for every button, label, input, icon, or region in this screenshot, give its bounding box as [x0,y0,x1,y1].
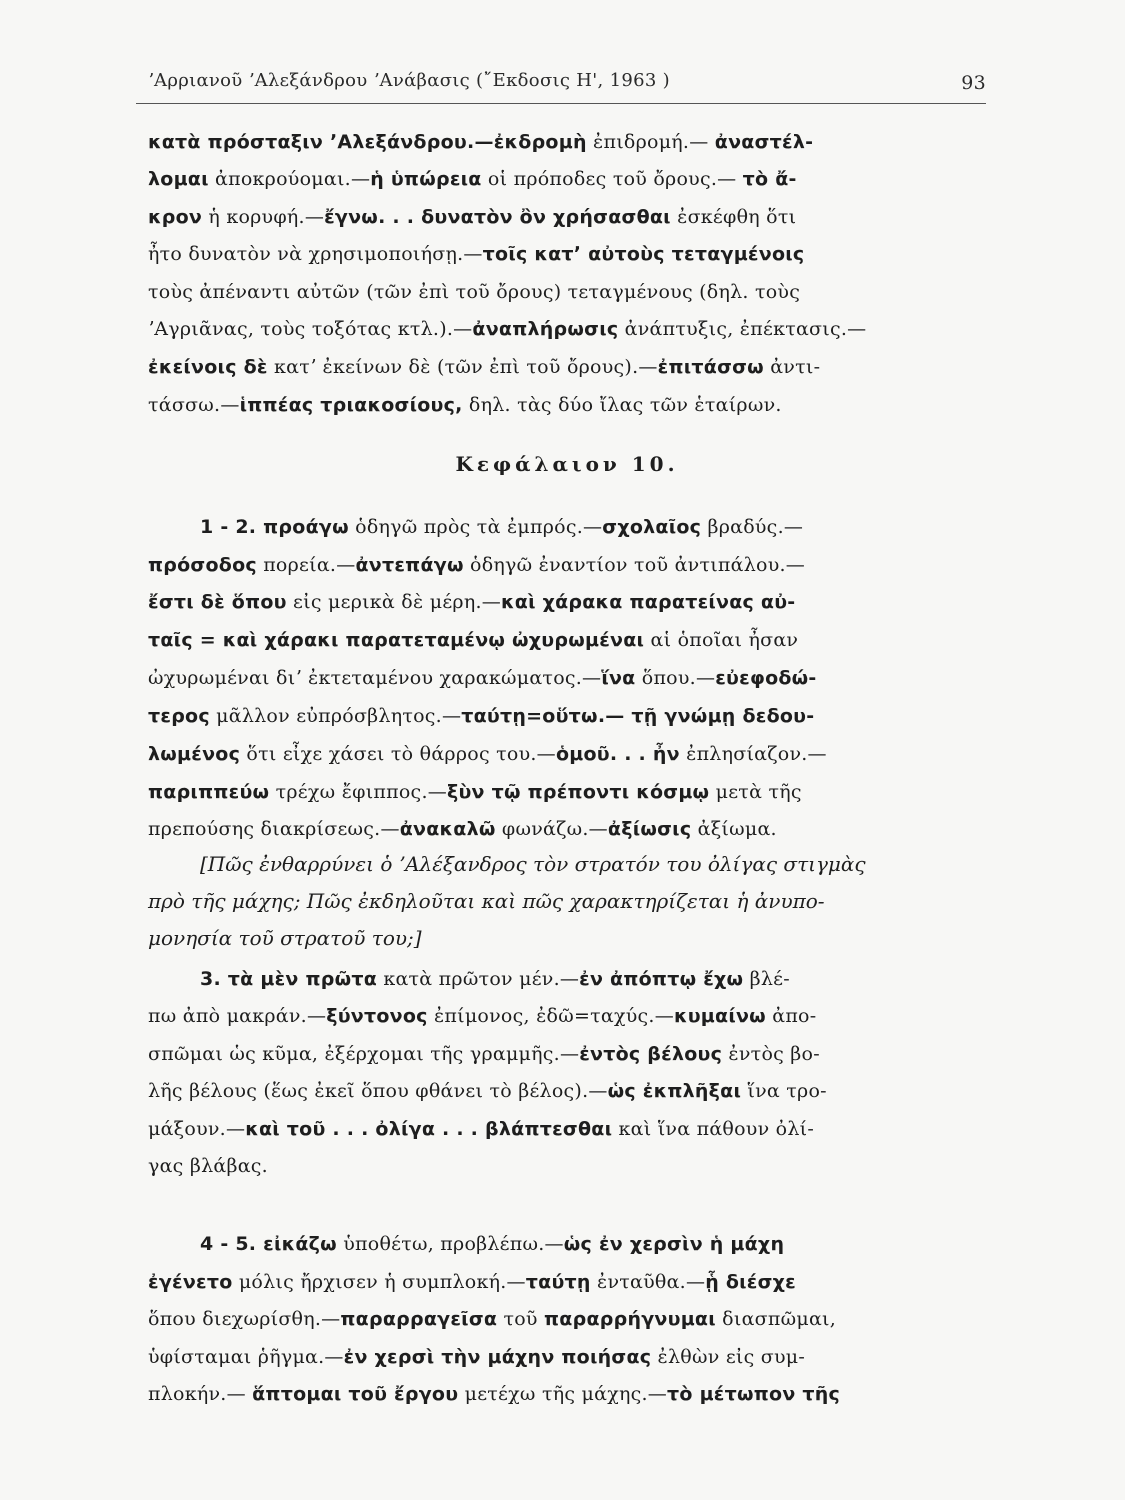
bold-term: ξύντονος [326,1005,428,1027]
gloss: φωνάζω.— [495,818,608,840]
gloss: λῆς βέλους (ἕως ἐκεῖ ὅπου φθάνει τὸ βέλος).— [148,1080,608,1102]
bold-term: ἱππέας τριακοσίους, [239,394,463,416]
gloss: μόλις ἤρχισεν ἡ συμπλοκή.— [232,1271,526,1293]
bold-term: τοῖς κατʼ αὐτοὺς τεταγμένοις [482,243,805,265]
bold-term: ἐν χερσὶ τὴν μάχην ποιήσας [343,1346,652,1368]
text-line [148,1077,986,1105]
text-line [148,778,986,806]
text-line [148,1152,986,1180]
text-line [148,1115,986,1143]
gloss: ἐπίμονος, ἐδῶ=ταχύς.— [427,1005,674,1027]
bold-term: ὡς ἐν χερσὶν ἡ μάχη [563,1233,785,1255]
bold-term: σχολαῖος [602,516,702,538]
bold-term: 3. τὰ μὲν πρῶτα [200,968,378,990]
text-line [148,887,986,915]
text-line [148,1380,986,1408]
gloss: ἀντι- [763,356,821,378]
gloss: ὅπου.— [635,667,716,689]
gloss: βλέ- [743,968,790,990]
text-line [148,815,986,843]
bold-term: ταύτῃ=οὕτω.— τῇ γνώμῃ δεδου- [461,705,815,727]
gloss: μετέχω τῆς μάχης.— [458,1383,668,1405]
gloss: μάξουν.— [148,1118,246,1140]
bold-term: 4 - 5. εἰκάζω [200,1233,337,1255]
gloss: μᾶλλον εὐπρόσβλητος.— [209,705,462,727]
bold-term: ἀντεπάγω [355,554,464,576]
bold-term: τερος [148,705,210,727]
gloss: πρεπούσης διακρίσεως.— [148,818,400,840]
gloss: ἐσκέφθη ὅτι [670,206,797,228]
gloss: οἱ πρόποδες τοῦ ὄρους.— [481,168,743,190]
bold-term: καὶ τοῦ . . . ὀλίγα . . . βλάπτεσθαι [245,1118,613,1140]
gloss: ἀνάπτυξις, ἐπέκτασις.— [618,318,867,340]
text-line [148,353,986,381]
text-line [148,1002,986,1030]
bold-term: ἐπιτάσσω [657,356,764,378]
gloss: ὑφίσταμαι ῥῆγμα.— [148,1346,344,1368]
bold-term: τὸ ἄ- [742,168,797,190]
gloss: ὑποθέτω, προβλέπω.— [336,1233,564,1255]
gloss: δηλ. τὰς δύο ἴλας τῶν ἑταίρων. [462,394,782,416]
text-line [148,1343,986,1371]
gloss: ὠχυρωμέναι διʼ ἐκτεταμένου χαρακώματος.— [148,667,602,689]
bold-term: ἐγένετο [148,1271,233,1293]
text-line [148,588,986,616]
bold-term: 1 - 2. προάγω [200,516,349,538]
text-line [200,1230,986,1258]
bold-term: ἀνακαλῶ [399,818,496,840]
text-line [148,702,986,730]
gloss: τρέχω ἔφιππος.— [269,781,447,803]
bold-term: ταῖς = καὶ χάρακι παρατεταμένῳ ὠχυρωμέναι [148,629,645,651]
bold-term: ἅπτομαι τοῦ ἔργου [252,1383,459,1405]
header-title: ʼΑρριανοῦ ʼΑλεξάνδρου ʼΑνάβασις (῎Εκδοσις Η', 1963 ) [148,70,670,91]
gloss: ὅπου διεχωρίσθη.— [148,1308,341,1330]
page-number: 93 [961,72,986,94]
bold-term: ξὺν τῷ πρέποντι κόσμῳ [446,781,710,803]
gloss: τοὺς ἀπέναντι αὐτῶν (τῶν ἐπὶ τοῦ ὄρους) τεταγμένους (δηλ. τοὺς [148,281,801,303]
bold-term: τὸ μέτωπον τῆς [667,1383,841,1405]
text-line [148,278,986,306]
bold-term: κρον [148,206,203,228]
gloss: ἐνταῦθα.— [590,1271,706,1293]
bold-term: ἡ ὑπώρεια [370,168,482,190]
gloss: ʼΑγριᾶνας, τοὺς τοξότας κτλ.).— [148,318,473,340]
bold-term: κατὰ πρόσταξιν ʼΑλεξάνδρου.—ἐκδρομὴ [148,131,587,153]
bold-term: παραρραγεῖσα [340,1308,498,1330]
bold-term: ἀναστέλ- [714,131,814,153]
text-line [200,850,986,878]
gloss: πω ἀπὸ μακράν.— [148,1005,327,1027]
text-line [148,551,986,579]
bold-term: παριππεύω [148,781,270,803]
bold-term: ὁμοῦ. . . ἦν [555,743,680,765]
bold-term: καὶ χάρακα παρατείνας αὐ- [501,591,796,613]
bold-term: πρόσοδος [148,554,257,576]
gloss: βραδύς.— [701,516,804,538]
text-line [148,1268,986,1296]
text-line [148,203,986,231]
bold-term: ἀναπλήρωσις [472,318,619,340]
page [148,0,986,1500]
gloss: ἐλθὼν εἰς συμ- [651,1346,806,1368]
gloss: γας βλάβας. [148,1155,268,1177]
gloss: ἐπιδρομή.— [586,131,715,153]
gloss: μετὰ τῆς [709,781,802,803]
gloss: ἐπλησίαζον.— [679,743,827,765]
text-line [200,513,986,541]
gloss: κατὰ πρῶτον μέν.— [377,968,580,990]
bold-term: εὐεφοδώ- [715,667,817,689]
text-line [148,240,986,268]
bold-term: ἐν ἀπόπτῳ ἔχω [579,968,744,990]
gloss: [Πῶς ἐνθαρρύνει ὁ ʼΑλέξανδρος τὸν στρατόν του ὀλίγας στιγμὰς [200,852,866,876]
gloss: ἡ κορυφή.— [202,206,325,228]
gloss: ὅτι εἶχε χάσει τὸ θάρρος του.— [240,743,556,765]
bold-term: ἐκείνοις δὲ [148,356,268,378]
text-line [148,924,986,952]
bold-term: ταύτῃ [525,1271,591,1293]
text-line [148,128,986,156]
text-line [148,664,986,692]
bold-term: λομαι [148,168,209,190]
chapter-title: Κεφάλαιον 10. [455,452,679,476]
text-line [200,965,986,993]
bold-term: ὡς ἐκπλῆξαι [607,1080,742,1102]
bold-term: ἔγνω. . . δυνατὸν ὂν χρήσασθαι [324,206,671,228]
text-line [148,165,986,193]
gloss: ἀξίωμα. [691,818,777,840]
gloss: ὁδηγῶ πρὸς τὰ ἐμπρός.— [348,516,603,538]
text-line [148,315,986,343]
gloss: τοῦ [497,1308,545,1330]
gloss: καὶ ἵνα πάθουν ὀλί- [612,1118,815,1140]
text-line [148,391,986,419]
bold-term: ᾗ διέσχε [705,1271,797,1293]
running-header [148,70,986,94]
bold-term: ἀξίωσις [607,818,692,840]
gloss: πρὸ τῆς μάχης; Πῶς ἐκδηλοῦται καὶ πῶς χαρακτηρίζεται ἡ ἀνυπο- [148,889,825,913]
gloss: ἦτο δυνατὸν νὰ χρησιμοποιήσῃ.— [148,243,483,265]
text-line [148,1040,986,1068]
text-line [148,1305,986,1333]
bold-term: ἔστι δὲ ὅπου [148,591,287,613]
gloss: ἐντὸς βο- [722,1043,820,1065]
gloss: σπῶμαι ὡς κῦμα, ἐξέρχομαι τῆς γραμμῆς.— [148,1043,580,1065]
gloss: αἱ ὁποῖαι ἦσαν [644,629,799,651]
gloss: εἰς μερικὰ δὲ μέρη.— [286,591,502,613]
text-line [148,626,986,654]
gloss: διασπῶμαι, [715,1308,837,1330]
gloss: τάσσω.— [148,394,240,416]
gloss: ὁδηγῶ ἐναντίον τοῦ ἀντιπάλου.— [463,554,806,576]
bold-term: κυμαίνω [673,1005,766,1027]
gloss: ἵνα τρο- [741,1080,827,1102]
gloss: ἀποκρούομαι.— [208,168,371,190]
bold-term: ἐντὸς βέλους [579,1043,723,1065]
bold-term: ἵνα [601,667,636,689]
header-rule [136,103,986,104]
gloss: πορεία.— [256,554,356,576]
gloss: πλοκήν.— [148,1383,253,1405]
bold-term: παραρρήγνυμαι [544,1308,716,1330]
gloss: μονησία τοῦ στρατοῦ του;] [148,926,422,950]
gloss: ἀπο- [765,1005,817,1027]
gloss: κατʼ ἐκείνων δὲ (τῶν ἐπὶ τοῦ ὄρους).— [267,356,658,378]
bold-term: λωμένος [148,743,241,765]
text-line [148,740,986,768]
